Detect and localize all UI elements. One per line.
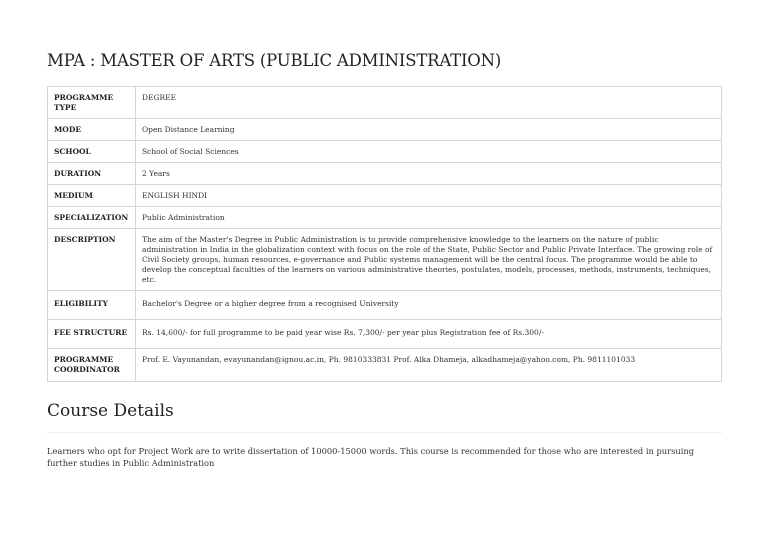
row-value: Rs. 14,600/- for full programme to be paid year wise Rs. 7,300/- per year plus Registration fee of Rs.300/- — [136, 320, 722, 349]
table-row — [48, 185, 722, 207]
coordinator-value: Prof. E. Vayunandan, evayunandan@ignou.ac.in, Ph. 9810333831 Prof. Alka Dhameja, alkadhameja@yahoo.com, Ph. 9811101033 — [136, 349, 722, 382]
course-details-text: Learners who opt for Project Work are to write dissertation of 10000-15000 words. This course is recommended for those who are interested in pursuing further studies in Public Administration — [47, 446, 695, 468]
row-label: ELIGIBILITY — [48, 291, 136, 320]
description-value: The aim of the Master's Degree in Public Administration is to provide comprehensive knowledge to the learners on the nature of public administration in India in the globalization context with focus on the role of the State, Public Sector and Public Private Interface. The growing role of Civil Society groups, human resources, e-governance and Public systems management will be the central focus. The programme would be able to develop the conceptual faculties of the learners on various administrative theories, postulates, models, processes, methods, instruments, techniques, etc. — [136, 229, 722, 291]
row-value: Public Administration — [136, 207, 722, 229]
row-label: PROGRAMME TYPE — [48, 87, 136, 119]
row-label: SPECIALIZATION — [48, 207, 136, 229]
course-details-heading: Course Details — [47, 401, 174, 421]
row-value: ENGLISH HINDI — [136, 185, 722, 207]
table-row — [48, 87, 722, 119]
row-value: Bachelor's Degree or a higher degree from a recognised University — [136, 291, 722, 320]
table-row — [48, 141, 722, 163]
row-label: MODE — [48, 119, 136, 141]
table-row — [48, 119, 722, 141]
table-row — [48, 163, 722, 185]
row-value: DEGREE — [136, 87, 722, 119]
row-label: FEE STRUCTURE — [48, 320, 136, 349]
row-value: 2 Years — [136, 163, 722, 185]
table-row — [48, 349, 722, 382]
table-row — [48, 207, 722, 229]
row-label: SCHOOL — [48, 141, 136, 163]
page-title: MPA : MASTER OF ARTS (PUBLIC ADMINISTRATION) — [47, 51, 502, 70]
table-row — [48, 291, 722, 320]
row-value: Open Distance Learning — [136, 119, 722, 141]
table-row — [48, 229, 722, 291]
row-label: PROGRAMME COORDINATOR — [48, 349, 136, 382]
row-value: School of Social Sciences — [136, 141, 722, 163]
row-label: DESCRIPTION — [48, 229, 136, 291]
divider — [47, 432, 722, 433]
table-row — [48, 320, 722, 349]
row-label: DURATION — [48, 163, 136, 185]
programme-info-table — [47, 86, 722, 382]
row-label: MEDIUM — [48, 185, 136, 207]
